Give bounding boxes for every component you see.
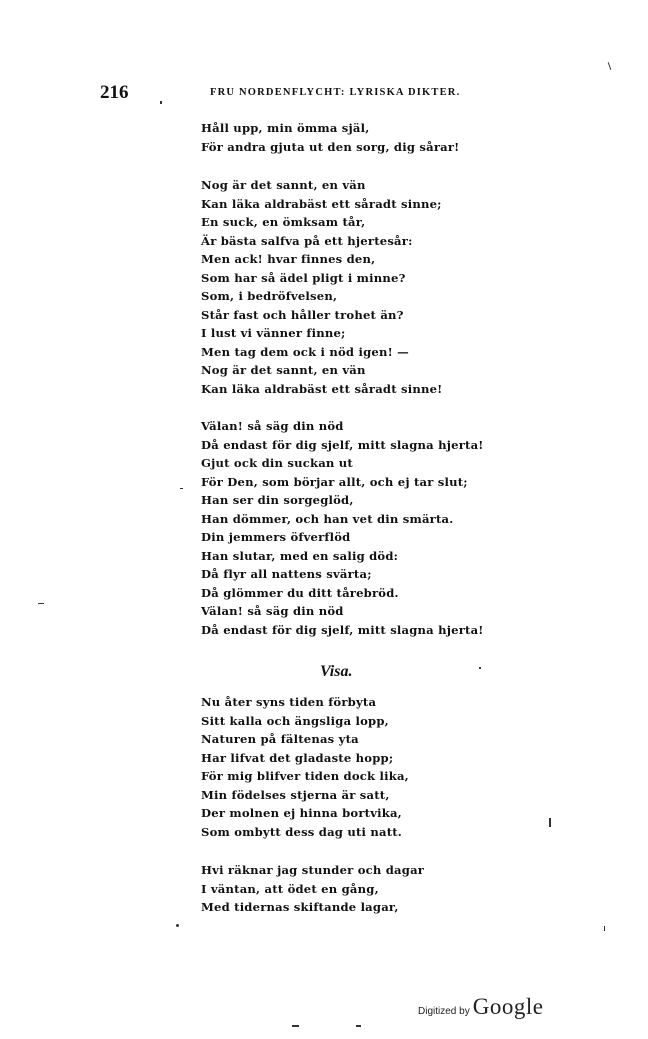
poem-line: Står fast och håller trohet än? (201, 307, 404, 322)
poem-line: I väntan, att ödet en gång, (201, 881, 379, 896)
poem-line: Sitt kalla och ängsliga lopp, (201, 713, 389, 728)
poem-line: Kan läka aldrabäst ett såradt sinne! (201, 381, 443, 396)
poem-line: Då flyr all nattens svärta; (201, 567, 372, 581)
section-title-visa: Visa. (320, 663, 353, 680)
poem-line: Då endast för dig sjelf, mitt slagna hjerta! (201, 622, 484, 637)
scan-speck (479, 667, 481, 669)
poem-line: Gjut ock din suckan ut (201, 456, 353, 470)
visa-stanza-2 (201, 861, 424, 917)
poem-stanza-3 (201, 417, 484, 639)
poem-line: Är bästa salfva på ett hjertesår: (201, 233, 413, 248)
poem-line: En suck, en ömksam tår, (201, 215, 366, 229)
poem-line: För Den, som börjar allt, och ej tar slut; (201, 474, 468, 489)
poem-line: Der molnen ej hinna bortvika, (201, 806, 402, 820)
poem-line: Välan! så säg din nöd (201, 604, 344, 618)
poem-line: Han slutar, med en salig död: (201, 548, 399, 563)
poem-line: För andra gjuta ut den sorg, dig sårar! (201, 139, 460, 154)
poem-line: Kan läka aldrabäst ett såradt sinne; (201, 196, 442, 211)
running-head: FRU NORDENFLYCHT: LYRISKA DIKTER. (210, 87, 461, 98)
poem-stanza-1 (201, 119, 459, 156)
poem-line: Naturen på fältenas yta (201, 732, 359, 746)
poem-line: Som ombytt dess dag uti natt. (201, 824, 403, 839)
scan-speck (604, 926, 605, 931)
scan-speck (608, 62, 612, 70)
poem-line: Min födelses stjerna är satt, (201, 787, 390, 802)
google-logo: Google (472, 994, 544, 1019)
scan-speck (549, 818, 551, 827)
scan-speck (160, 101, 162, 104)
poem-line: Som har så ädel pligt i minne? (201, 270, 406, 285)
poem-line: Har lifvat det gladaste hopp; (201, 750, 394, 765)
poem-line: För mig blifver tiden dock lika, (201, 769, 409, 783)
scan-speck (356, 1025, 361, 1027)
poem-line: Som, i bedröfvelsen, (201, 289, 338, 303)
poem-line: Välan! så säg din nöd (201, 419, 344, 433)
poem-line: Han ser din sorgeglöd, (201, 493, 354, 507)
scan-speck (180, 488, 183, 489)
poem-line: Men tag dem ock i nöd igen! — (201, 344, 409, 359)
poem-line: Hvi räknar jag stunder och dagar (201, 863, 425, 877)
digitized-by-label: Digitized by (418, 1006, 470, 1017)
poem-line: Nu åter syns tiden förbyta (201, 695, 377, 709)
scan-speck (38, 603, 44, 604)
poem-stanza-2 (201, 176, 442, 398)
poem-line: Med tidernas skiftande lagar, (201, 900, 399, 914)
scan-speck (176, 924, 179, 927)
poem-line: Då endast för dig sjelf, mitt slagna hjerta! (201, 437, 484, 452)
poem-line: Håll upp, min ömma själ, (201, 121, 370, 135)
visa-stanza-1 (201, 693, 409, 841)
page-number: 216 (100, 82, 129, 103)
poem-line: Nog är det sannt, en vän (201, 363, 366, 377)
poem-line: Nog är det sannt, en vän (201, 178, 366, 192)
poem-line: Han dömmer, och han vet din smärta. (201, 511, 454, 526)
poem-line: Då glömmer du ditt tårebröd. (201, 585, 399, 600)
digitized-by-google-watermark (418, 994, 543, 1020)
poem-line: Men ack! hvar finnes den, (201, 252, 376, 266)
poem-line: Din jemmers öfverflöd (201, 530, 351, 544)
poem-line: I lust vi vänner finne; (201, 326, 346, 340)
scan-speck (292, 1025, 299, 1027)
